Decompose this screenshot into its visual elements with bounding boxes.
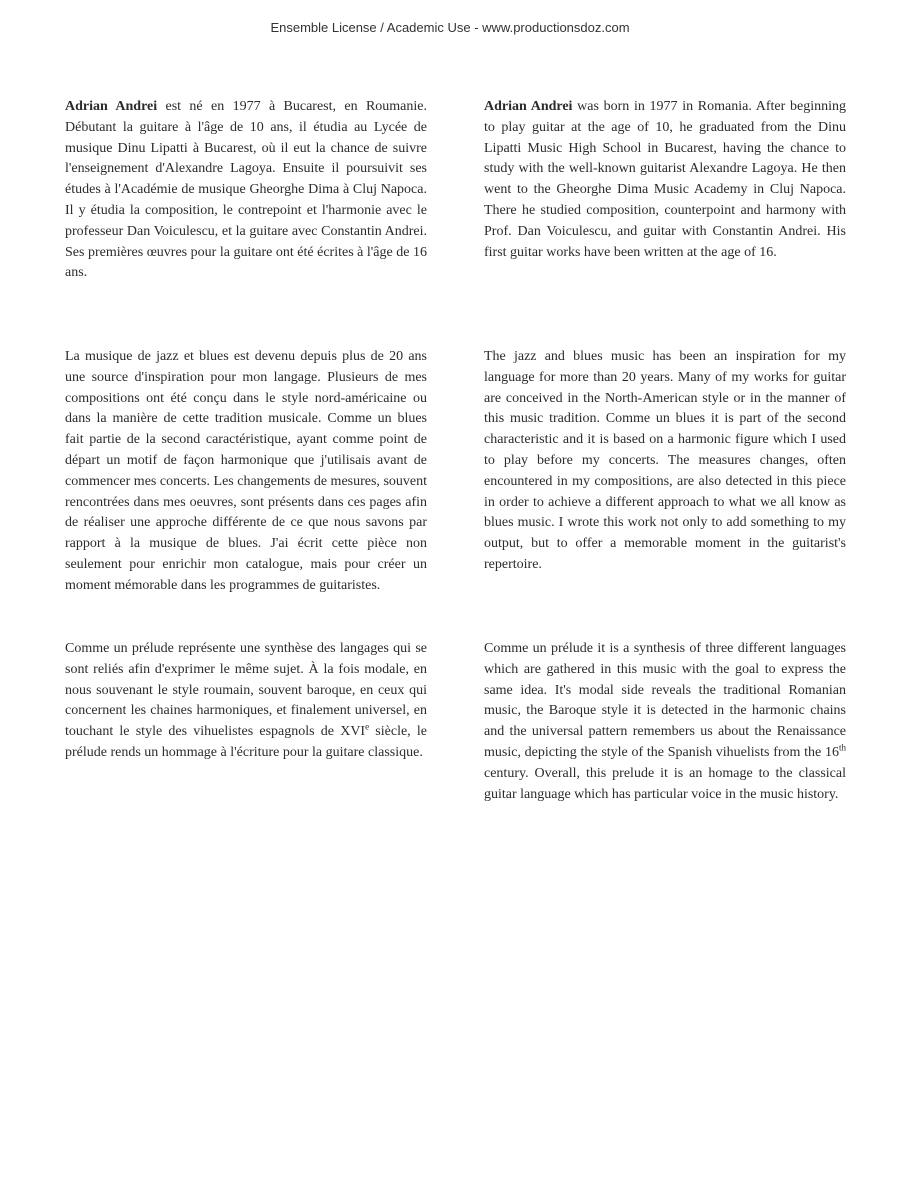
french-bio-text: est né en 1977 à Bucarest, en Roumanie. Débutant la guitare à l'âge de 10 ans, il étudia au Lycée de musique Dinu Lipatti à Bucarest, où il eut la chance de suivre l'enseignement d'Alexandre Lagoya. Ensuite il poursuivit ses études à l'Académie de musique Gheorghe Dima à Cluj Napoca. Il y étudia la composition, le contrepoint et l'harmonie avec le professeur Dan Voiculescu, et la guitare avec Constantin Andrei. Ses premières œuvres pour la guitare ont été écrites à l'âge de 16 ans. [65,99,428,281]
french-paragraph-prelude [65,639,427,764]
composer-name: Adrian Andrei [65,99,158,114]
composer-name: Adrian Andrei [484,99,573,114]
english-prelude-text-end: century. Overall, this prelude it is an homage to the classical guitar language which has particular voice in the music history. [484,765,846,802]
english-bio-text: was born in 1977 in Romania. After beginning to play guitar at the age of 10, he graduated from the Dinu Lipatti Music High School in Bucarest, having the chance to study with the well-known guitarist Alexandre Lagoya. He then went to the Gheorghe Dima Music Academy in Cluj Napoca. There he studied composition, counterpoint and harmony with Prof. Dan Voiculescu, and guitar with Constantin Andrei. His first guitar works have been written at the age of 16. [484,99,846,260]
page-header: Ensemble License / Academic Use - www.productionsdoz.com [270,20,630,35]
english-biography [484,97,846,263]
french-paragraph-jazz-blues [65,347,427,597]
english-prelude-text: Comme un prélude it is a synthesis of three different languages which are gathered in this music with the goal to express the same idea. It's modal side reveals the traditional Romanian music, the Baroque style it is detected in the harmonic chains and the universal pattern remembers us about the Renaissance music, depicting the style of the Spanish vihuelists from the 16 [484,641,846,760]
french-jazz-text: La musique de jazz et blues est devenu depuis plus de 20 ans une source d'inspiration pour mon langage. Plusieurs de mes compositions ont été conçu dans le style nord-américaine ou dans la manière de cette tradition musicale. Comme un blues fait partie de la second caractéristique, ayant comme point de départ un motif de façon harmonique que j'utilisais avant de commencer mes concerts. Les changements de mesures, souvent rencontrées dans mes oeuvres, sont présents dans ces pages afin de réaliser une approche différente de ce que nous savons par rapport à la musique de blues. J'ai écrit cette pièce non seulement pour enrichir mon catalogue, mais pour créer un moment mémorable dans les programmes de guitaristes. [65,349,427,593]
french-prelude-text-end: siècle, le prélude rends un hommage à l'écriture pour la guitare classique. [65,724,427,760]
english-paragraph-prelude [484,639,846,805]
english-jazz-text: The jazz and blues music has been an inspiration for my language for more than 20 years. Many of my works for guitar are conceived in the North-American style or in the manner of this music tradition. Comme un blues it is part of the second characteristic and it is based on a harmonic figure which I used to play before my concerts. The measures changes, often encountered in my compositions, are also detected in this piece in order to achieve a different approach to what we all know as blues music. I wrote this work not only to add something to my output, but to offer a memorable moment in the guitarist's repertoire. [484,349,846,572]
english-paragraph-jazz-blues [484,347,846,576]
french-prelude-text: Comme un prélude représente une synthèse des langages qui se sont reliés afin d'exprimer le même sujet. À la fois modale, en nous souvenant le style roumain, souvent baroque, en ceux qui concernent les chaines harmoniques, et finalement universel, en touchant le style des vihuelistes espagnols de XVI [65,641,427,740]
french-biography [65,97,427,284]
english-superscript: th [838,742,846,753]
french-superscript: e [365,721,370,732]
